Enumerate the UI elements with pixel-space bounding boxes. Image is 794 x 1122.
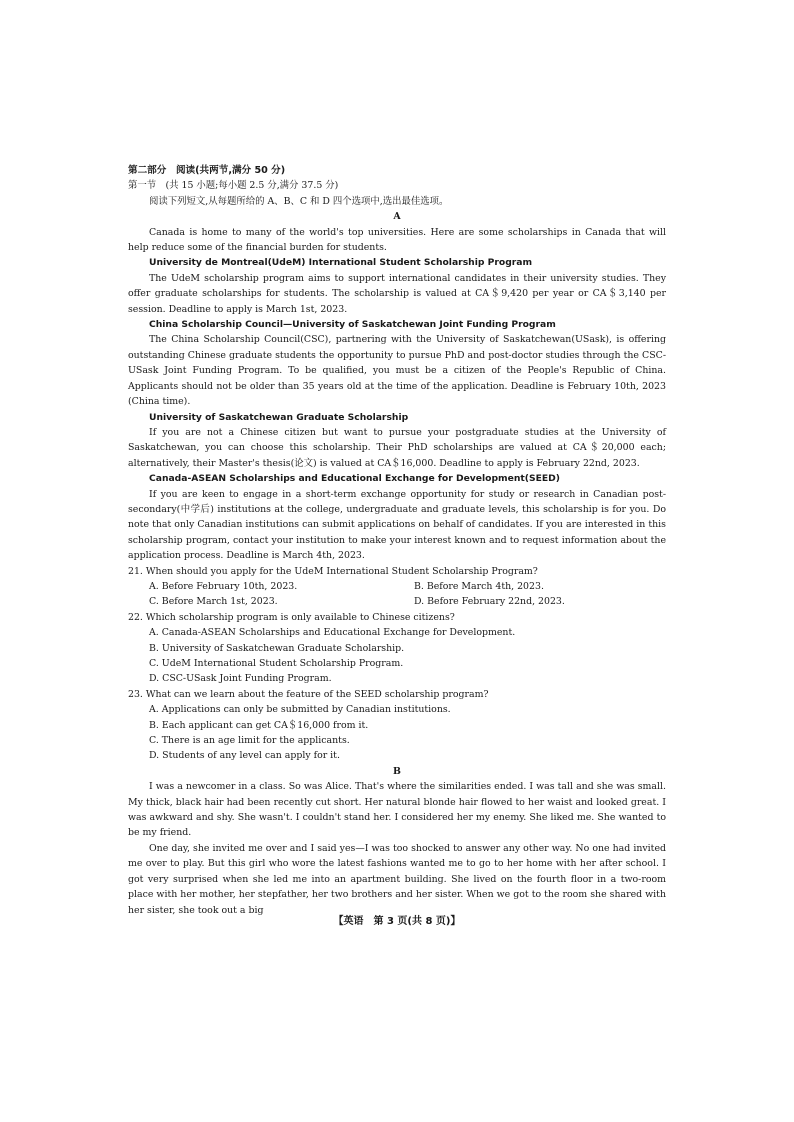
option: B. University of Saskatchewan Graduate Scholarship. <box>149 642 405 654</box>
question-stem: 21. When should you apply for the UdeM International Student Scholarship Program? <box>128 565 538 577</box>
option: B. Each applicant can get CA＄16,000 from it. <box>149 719 369 731</box>
instruction: 阅读下列短文,从每题所给的 A、B、C 和 D 四个选项中,选出最佳选项。 <box>149 195 449 207</box>
program-text: If you are not a Chinese citizen but want to pursue your postgraduate studies at the University of Saskatchewan, you can choose this scholarship. Their PhD scholarships are valued at CA＄20,000 each; alternatively, their Master's thesis(论文) is valued at CA＄16,000. Deadline to apply is February 22nd, 2023. <box>128 426 666 469</box>
exam-page <box>128 163 666 918</box>
option: A. Applications can only be submitted by Canadian institutions. <box>149 704 451 716</box>
program-title: Canada-ASEAN Scholarships and Educational Exchange for Development(SEED) <box>149 473 560 485</box>
question-stem: 22. Which scholarship program is only available to Chinese citizens? <box>128 611 455 623</box>
passage-a-letter: A <box>393 211 401 223</box>
option: D. CSC-USask Joint Funding Program. <box>149 673 332 685</box>
program-title: University de Montreal(UdeM) International Student Scholarship Program <box>149 257 533 269</box>
option: C. Before March 1st, 2023. <box>149 596 278 608</box>
option: C. UdeM International Student Scholarship Program. <box>149 658 404 669</box>
passage-b-paragraph: One day, she invited me over and I said yes—I was too shocked to answer any other way. No one had invited me over to play. But this girl who wore the latest fashions wanted me to go to her home with her after school. I got very surprised when she led me into an apartment building. She lived on the fourth floor in a two-room place with her mother, her stepfather, her two brothers and her sister. When we got to the room she shared with her sister, she took out a big <box>128 842 666 916</box>
option: B. Before March 4th, 2023. <box>414 580 544 592</box>
passage-a-intro: Canada is home to many of the world's top universities. Here are some scholarships in Canada that will help reduce some of the financial burden for students. <box>128 226 666 254</box>
option: C. There is an age limit for the applicants. <box>149 735 350 747</box>
program-text: If you are keen to engage in a short-term exchange opportunity for study or research in Canadian post-secondary(中学后) institutions at the college, undergraduate and graduate levels, this scholarship is for you. Do note that only Canadian institutions can submit applications on behalf of candidates. If you are interested in this scholarship program, contact your institution to make your interest known and to request information about the application process. Deadline is March 4th, 2023. <box>128 488 666 562</box>
option: D. Before February 22nd, 2023. <box>414 596 565 608</box>
program-text: The China Scholarship Council(CSC), partnering with the University of Saskatchewan(USask), is offering outstanding Chinese graduate students the opportunity to pursue PhD and post-doctor studies through the CSC-USask Joint Funding Program. To be qualified, you must be a citizen of the People's Republic of China. Applicants should not be older than 35 years old at the time of the application. Deadline is February 10th, 2023 (China time). <box>128 334 666 408</box>
program-text: The UdeM scholarship program aims to support international candidates in their university studies. They offer graduate scholarships for students. The scholarship is valued at CA＄9,420 per year or CA＄3,140 per session. Deadline to apply is March 1st, 2023. <box>128 272 666 315</box>
section-heading: 第一节 (共 15 小题;每小题 2.5 分,满分 37.5 分) <box>128 180 339 192</box>
passage-b-letter: B <box>393 765 401 777</box>
option: A. Before February 10th, 2023. <box>149 580 298 592</box>
question-options <box>128 579 666 610</box>
passage-b-paragraph: I was a newcomer in a class. So was Alice. That's where the similarities ended. I was tall and she was small. My thick, black hair had been recently cut short. Her natural blonde hair flowed to her waist and looked great. I was awkward and shy. She wasn't. I couldn't stand her. I considered her my enemy. She liked me. She wanted to be my friend. <box>128 781 666 839</box>
part-heading: 第二部分 阅读(共两节,满分 50 分) <box>128 165 286 176</box>
page-footer: 【英语 第 3 页(共 8 页)】 <box>333 916 461 927</box>
option: A. Canada-ASEAN Scholarships and Educational Exchange for Development. <box>149 627 516 639</box>
program-title: University of Saskatchewan Graduate Scholarship <box>149 411 409 423</box>
program-title: China Scholarship Council—University of Saskatchewan Joint Funding Program <box>149 319 556 331</box>
question-stem: 23. What can we learn about the feature of the SEED scholarship program? <box>128 688 489 700</box>
option: D. Students of any level can apply for it. <box>149 750 340 762</box>
